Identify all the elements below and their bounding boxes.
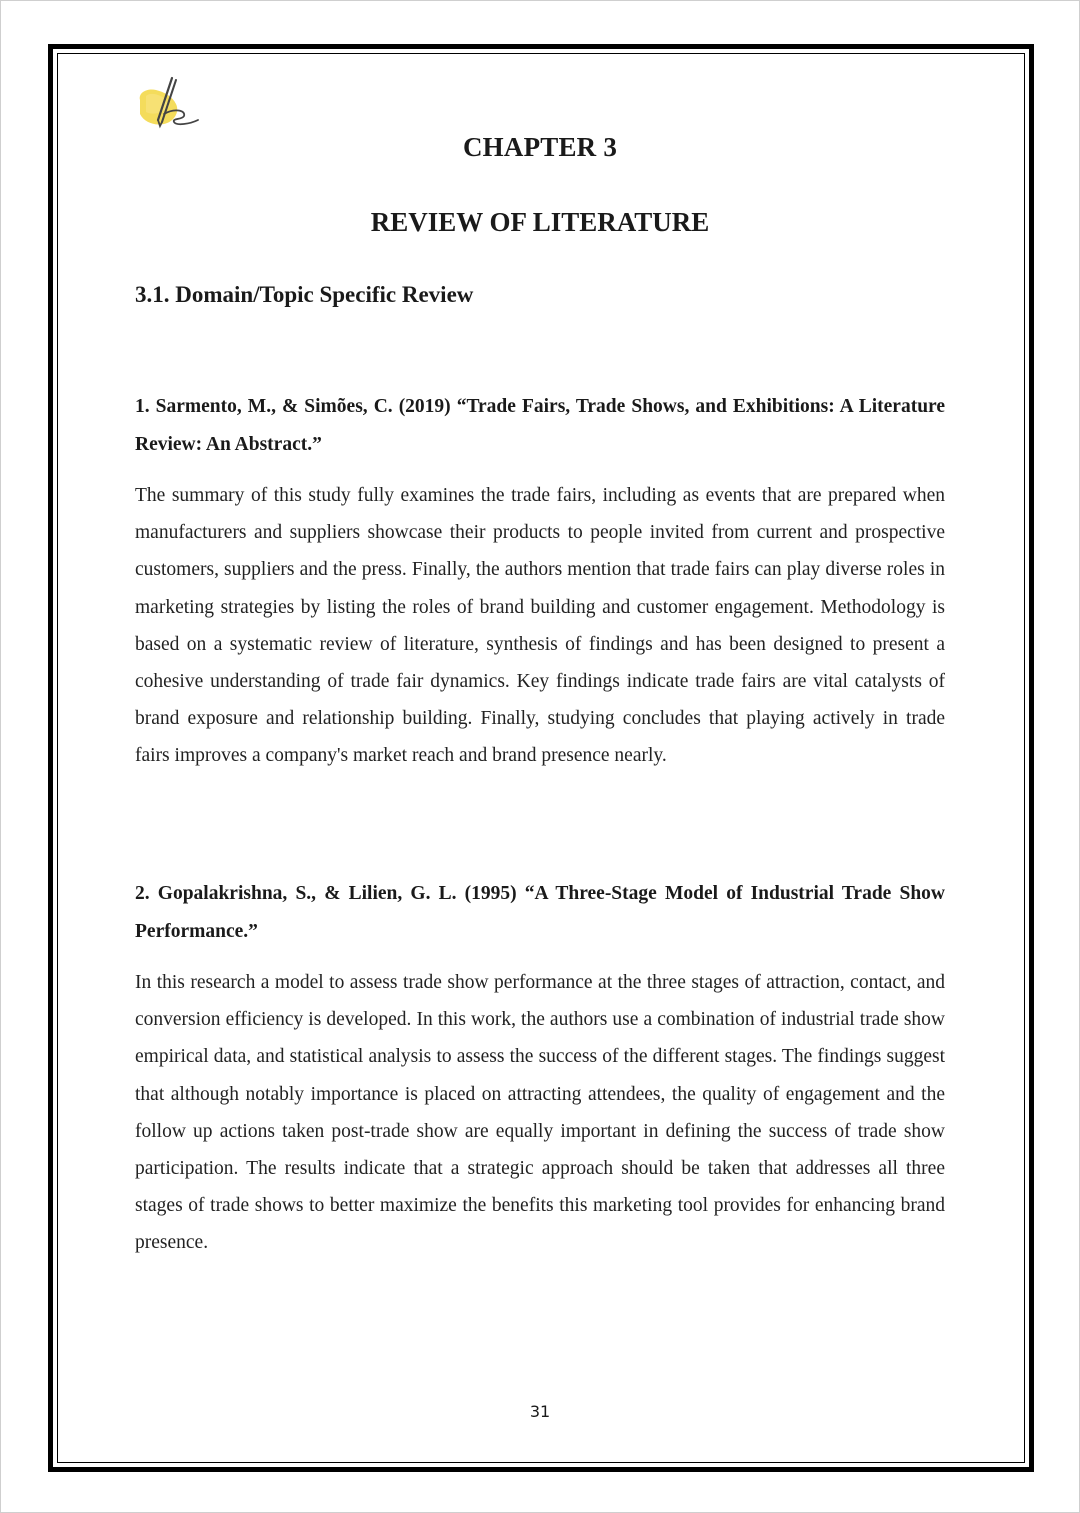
chapter-number: CHAPTER 3 [462,132,618,162]
pen-writing-icon [134,72,204,132]
literature-entry [135,388,945,775]
literature-entry [135,875,945,1262]
entry-citation: 1. Sarmento, M., & Simões, C. (2019) “Trade Fairs, Trade Shows, and Exhibitions: A Literature Review: An Abstract.” [135,396,945,455]
page-number: 31 [529,1402,551,1421]
chapter-title: REVIEW OF LITERATURE [370,207,710,237]
entry-summary: The summary of this study fully examines the trade fairs, including as events that are prepared when manufacturers and suppliers showcase their products to people invited from current and prospective customers, suppliers and the press. Finally, the authors mention that trade fairs can play diverse roles in marketing strategies by listing the roles of brand building and customer engagement. Methodology is based on a systematic review of literature, synthesis of findings and has been designed to present a cohesive understanding of trade fair dynamics. Key findings indicate trade fairs are vital catalysts of brand exposure and relationship building. Finally, studying concludes that playing actively in trade fairs improves a company's market reach and brand presence nearly. [135,485,945,767]
entry-citation: 2. Gopalakrishna, S., & Lilien, G. L. (1995) “A Three-Stage Model of Industrial Trade Show Performance.” [135,883,945,942]
entry-summary: In this research a model to assess trade show performance at the three stages of attraction, contact, and conversion efficiency is developed. In this work, the authors use a combination of industrial trade show empirical data, and statistical analysis to assess the success of the different stages. The findings suggest that although notably importance is placed on attracting attendees, the quality of engagement and the follow up actions taken post-trade show are equally important in defining the success of trade show participation. The results indicate that a strategic approach should be taken that addresses all three stages of trade shows to better maximize the benefits this marketing tool provides for enhancing brand presence. [135,972,945,1254]
section-heading: 3.1. Domain/Topic Specific Review [135,282,474,307]
